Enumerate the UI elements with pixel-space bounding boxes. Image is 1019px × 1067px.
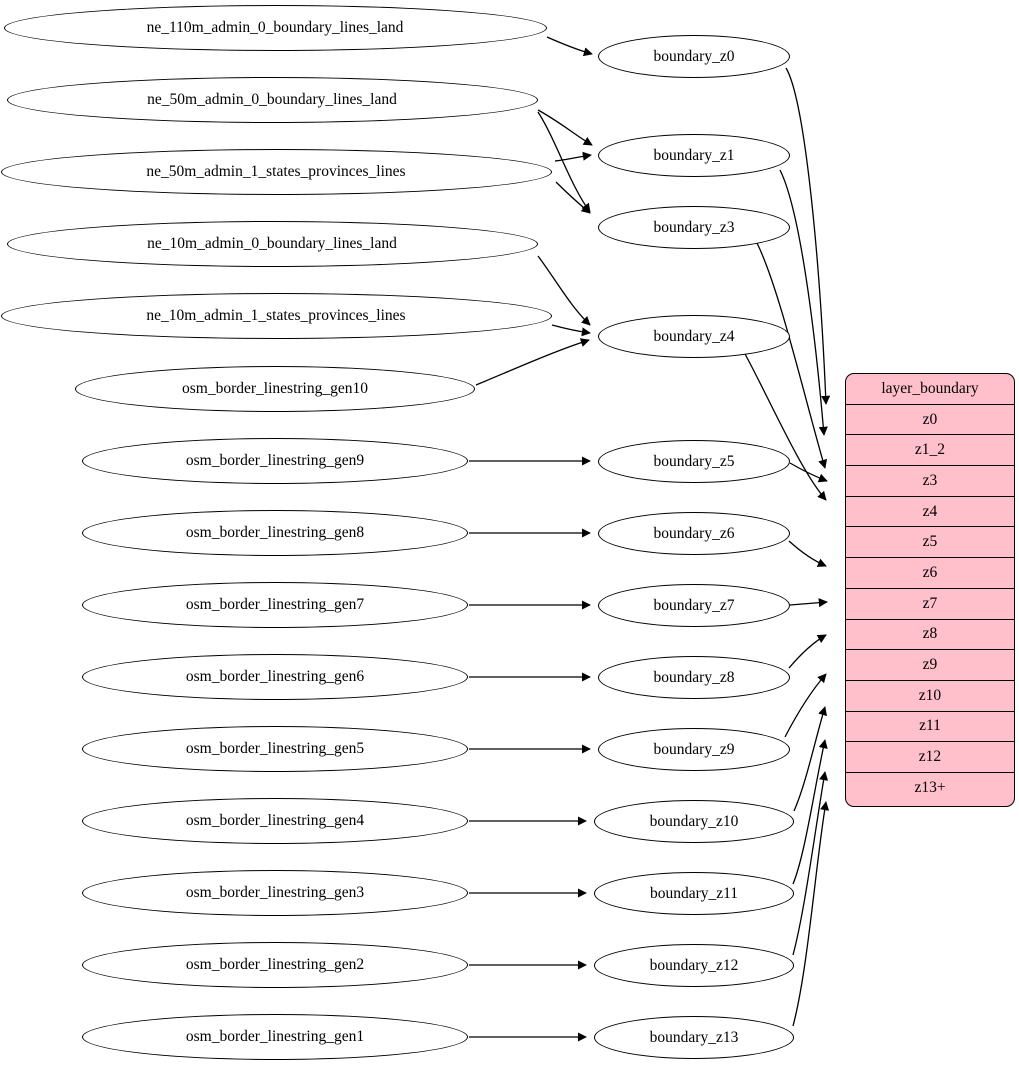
source-node[interactable] <box>82 510 468 556</box>
node-label: boundary_z5 <box>653 452 735 470</box>
node-label: ne_50m_admin_1_states_provinces_lines <box>146 163 406 180</box>
node-label: osm_border_linestring_gen2 <box>185 956 365 973</box>
source-node[interactable] <box>82 654 468 700</box>
source-node[interactable] <box>75 366 475 412</box>
node-label: boundary_z12 <box>649 956 739 974</box>
node-label: osm_border_linestring_gen3 <box>185 884 365 901</box>
node-label: osm_border_linestring_gen5 <box>185 740 365 757</box>
node-label: ne_110m_admin_0_boundary_lines_land <box>146 19 404 36</box>
boundary-node[interactable] <box>598 584 790 627</box>
node-label: boundary_z9 <box>653 740 735 758</box>
source-node[interactable] <box>82 1014 468 1060</box>
source-node[interactable] <box>7 221 538 267</box>
boundary-node[interactable] <box>598 206 790 249</box>
node-label: ne_10m_admin_0_boundary_lines_land <box>147 235 397 252</box>
boundary-node[interactable] <box>598 134 790 177</box>
boundary-node[interactable] <box>598 656 790 699</box>
source-node[interactable] <box>82 726 468 772</box>
node-label: boundary_z8 <box>653 668 735 686</box>
layer-table-row-z10[interactable]: z10 <box>846 681 1014 712</box>
boundary-node[interactable] <box>594 800 794 843</box>
node-label: osm_border_linestring_gen8 <box>185 524 365 541</box>
node-label: osm_border_linestring_gen7 <box>185 596 365 613</box>
layer-table-row-z7[interactable]: z7 <box>846 589 1014 620</box>
node-label: osm_border_linestring_gen10 <box>182 380 368 397</box>
layer-table-row-z13plus[interactable]: z13+ <box>914 779 946 797</box>
source-node[interactable] <box>82 438 468 484</box>
node-label: osm_border_linestring_gen1 <box>185 1028 365 1045</box>
layer-table-row-z6[interactable]: z6 <box>846 558 1014 589</box>
layer-boundary-table[interactable] <box>845 373 1015 807</box>
layer-table-row-z1_2[interactable]: z1_2 <box>846 435 1014 466</box>
node-label: osm_border_linestring_gen4 <box>185 812 365 829</box>
boundary-node[interactable] <box>594 944 794 987</box>
boundary-node[interactable] <box>594 1016 794 1059</box>
boundary-node[interactable] <box>594 872 794 915</box>
node-label: ne_50m_admin_0_boundary_lines_land <box>147 91 397 108</box>
layer-table-row-z3[interactable]: z3 <box>846 466 1014 497</box>
boundary-node[interactable] <box>598 35 790 78</box>
node-label: boundary_z1 <box>653 146 735 164</box>
boundary-node[interactable] <box>598 315 790 358</box>
source-node[interactable] <box>1 293 552 339</box>
layer-table-row-z9[interactable]: z9 <box>846 650 1014 681</box>
boundary-node[interactable] <box>598 512 790 555</box>
layer-table-row-z11[interactable]: z11 <box>846 712 1014 743</box>
node-label: boundary_z6 <box>653 524 735 542</box>
layer-table-row-z5[interactable]: z5 <box>846 527 1014 558</box>
node-label: boundary_z7 <box>653 596 735 614</box>
source-node[interactable] <box>1 149 552 195</box>
node-label: osm_border_linestring_gen6 <box>185 668 365 685</box>
source-node[interactable] <box>82 582 468 628</box>
layer-table-row-z8[interactable]: z8 <box>846 620 1014 651</box>
source-node[interactable] <box>82 870 468 916</box>
node-label: boundary_z13 <box>649 1028 739 1046</box>
node-label: ne_10m_admin_1_states_provinces_lines <box>146 307 406 324</box>
node-label: boundary_z4 <box>653 327 735 345</box>
node-label: boundary_z11 <box>649 884 739 902</box>
node-label: osm_border_linestring_gen9 <box>185 452 365 469</box>
layer-table-row-z0[interactable]: z0 <box>846 405 1014 436</box>
node-label: boundary_z0 <box>653 47 735 65</box>
node-label: boundary_z10 <box>649 812 739 830</box>
source-node[interactable] <box>7 77 538 123</box>
node-label: boundary_z3 <box>653 218 735 236</box>
source-node[interactable] <box>82 942 468 988</box>
source-node[interactable] <box>82 798 468 844</box>
boundary-node[interactable] <box>598 440 790 483</box>
source-node[interactable] <box>4 5 547 51</box>
layer-table-row-z12[interactable]: z12 <box>846 742 1014 773</box>
layer-table-title: layer_boundary <box>846 374 1014 405</box>
layer-table-row-z4[interactable]: z4 <box>846 497 1014 528</box>
boundary-node[interactable] <box>598 728 790 771</box>
